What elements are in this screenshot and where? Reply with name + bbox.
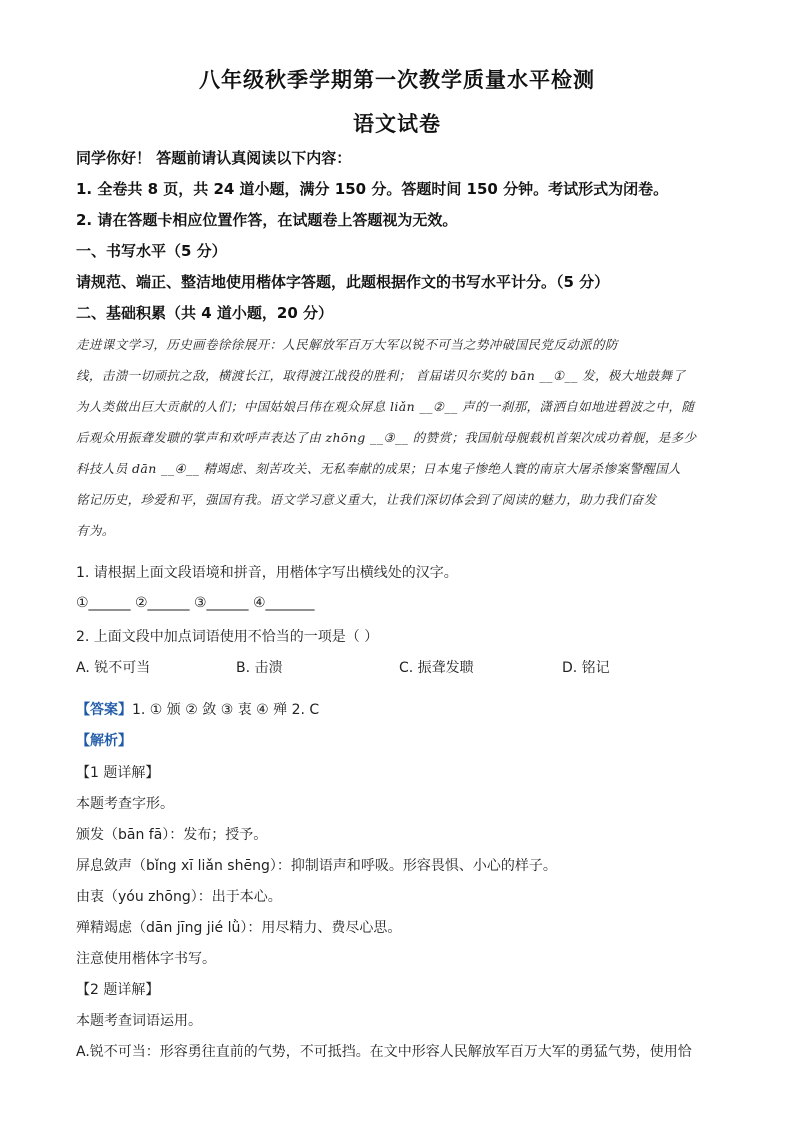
passage-line: 科技人员 dān __④__ 精竭虑、刻苦攻关、无私奉献的成果；日本鬼子惨绝人寰的南京大屠杀惨案警醒国人: [76, 461, 681, 476]
option-a: A. 锐不可当: [76, 660, 151, 676]
section-1-instruction: 请规范、端正、整洁地使用楷体字答题，此题根据作文的书写水平计分。（5 分）: [76, 273, 610, 291]
passage-line: 后观众用振聋发聩的掌声和欢呼声表达了由 zhōng __③__ 的赞赏；我国航母舰载机首架次成功着舰，是多少: [76, 430, 697, 445]
analysis-line: 屏息敛声（bǐng xī liǎn shēng）：抑制语声和呼吸。形容畏惧、小心的样子。: [76, 858, 557, 874]
passage-line: 为人类做出巨大贡献的人们；中国姑娘吕伟在观众屏息 liǎn __②__ 声的一刹那，潇洒自如地进碧波之中，随: [76, 399, 695, 414]
analysis-line: 本题考查字形。: [76, 796, 174, 812]
analysis-sub-2-label: 【2 题详解】: [76, 982, 160, 998]
question-1-blanks: ①______ ②______ ③______ ④_______: [76, 595, 315, 611]
question-1-prompt: 1. 请根据上面文段语境和拼音，用楷体字写出横线处的汉字。: [76, 565, 458, 581]
analysis-line: A.锐不可当：形容勇往直前的气势，不可抵挡。在文中形容人民解放军百万大军的勇猛气势，使用恰: [76, 1044, 692, 1060]
intro-rule-2: 2. 请在答题卡相应位置作答，在试题卷上答题视为无效。: [76, 211, 458, 229]
intro-rule-1: 1. 全卷共 8 页，共 24 道小题，满分 150 分。答题时间 150 分钟。考试形式为闭卷。: [76, 180, 669, 198]
exam-subtitle: 语文试卷: [353, 112, 441, 136]
analysis-label: 【解析】: [76, 733, 132, 749]
section-2-heading: 二、基础积累（共 4 道小题，20 分）: [76, 304, 333, 322]
answer-text: 1. ① 颁 ② 敛 ③ 衷 ④ 殚 2. C: [132, 702, 320, 718]
analysis-line: 注意使用楷体字书写。: [76, 951, 216, 967]
passage-line: 铭记历史，珍爱和平，强国有我。语文学习意义重大，让我们深切体会到了阅读的魅力，助力我们奋发: [76, 492, 657, 507]
option-b: B. 击溃: [236, 660, 283, 676]
analysis-line: 由衷（yóu zhōng）：出于本心。: [76, 889, 282, 905]
option-c: C. 振聋发聩: [399, 660, 474, 676]
intro-greeting: 同学你好！ 答题前请认真阅读以下内容：: [76, 149, 352, 167]
analysis-line: 本题考查词语运用。: [76, 1013, 202, 1029]
analysis-line: 颁发（bān fā）：发布；授予。: [76, 827, 268, 843]
question-2-prompt: 2. 上面文段中加点词语使用不恰当的一项是（ ）: [76, 629, 379, 645]
passage-line: 有为。: [76, 523, 115, 538]
passage-line: 走进课文学习，历史画卷徐徐展开：人民解放军百万大军以锐不可当之势冲破国民党反动派的防: [76, 337, 618, 352]
exam-title: 八年级秋季学期第一次教学质量水平检测: [199, 68, 595, 92]
passage-line: 线，击溃一切顽抗之敌，横渡长江，取得渡江战役的胜利； 首届诺贝尔奖的 bān __①__ 发，极大地鼓舞了: [76, 368, 686, 383]
analysis-line: 殚精竭虑（dān jīng jié lǜ）：用尽精力、费尽心思。: [76, 920, 402, 936]
section-1-heading: 一、书写水平（5 分）: [76, 242, 227, 260]
answer-row: [76, 699, 319, 719]
analysis-sub-1-label: 【1 题详解】: [76, 765, 160, 781]
option-d: D. 铭记: [562, 660, 610, 676]
answer-label: 【答案】: [76, 702, 132, 718]
